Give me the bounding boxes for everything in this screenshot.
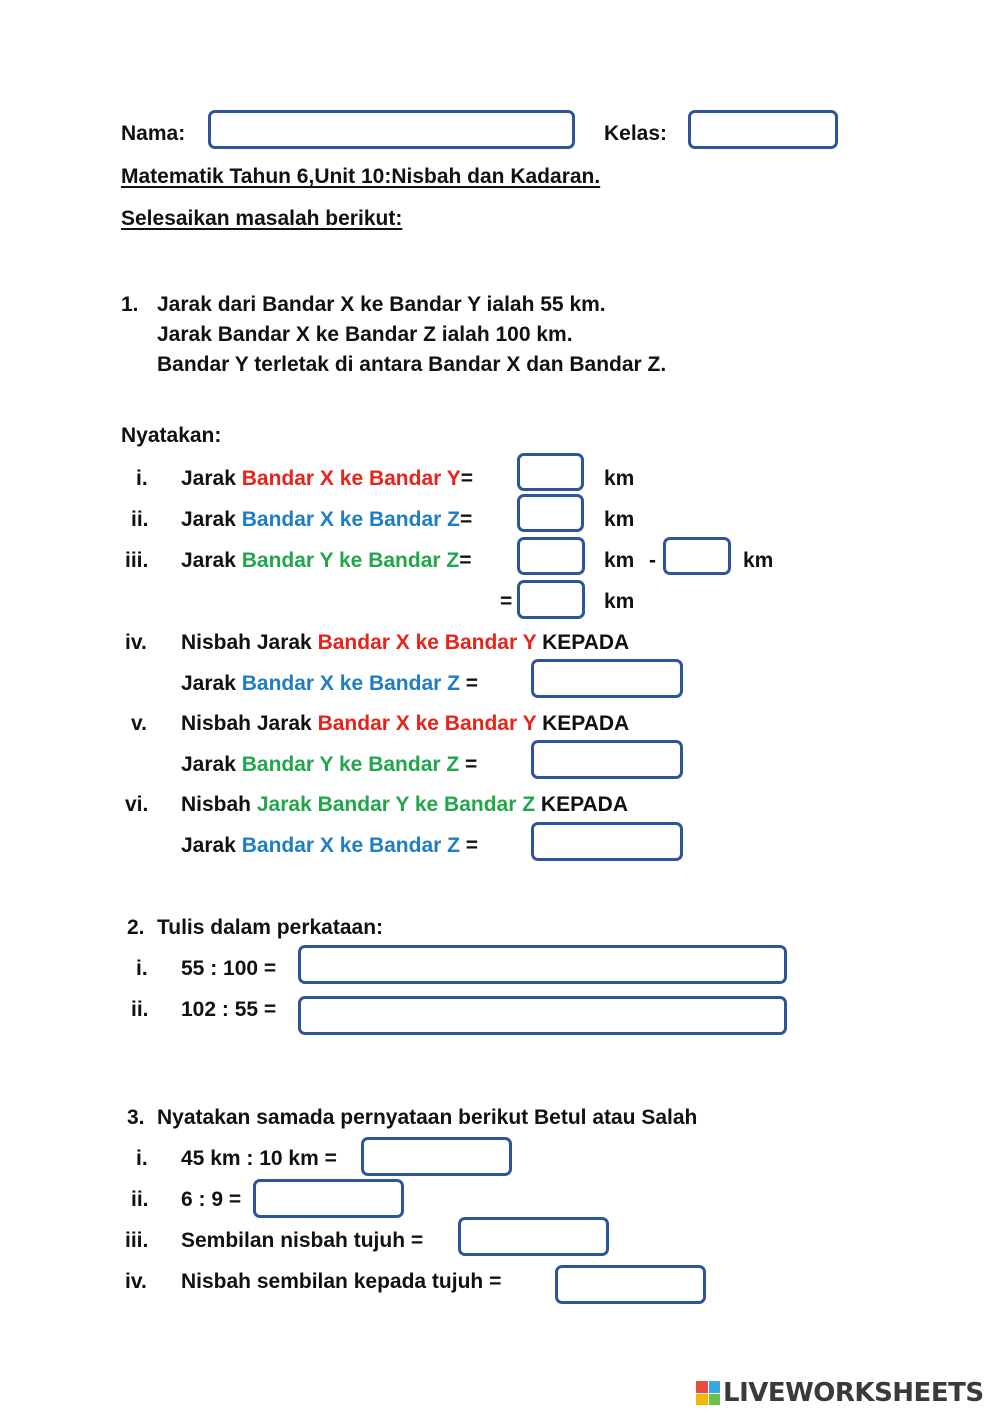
q3-number: 3. <box>127 1106 145 1129</box>
logo-square-3 <box>696 1394 708 1406</box>
q3-iv-answer-input[interactable] <box>555 1265 706 1304</box>
q2-i-answer-input[interactable] <box>298 945 787 984</box>
q1-iii-minus: - <box>649 549 656 572</box>
q1-ii-unit: km <box>604 508 635 531</box>
q1-roman-v: v. <box>131 712 147 735</box>
nyatakan-label: Nyatakan: <box>121 424 222 447</box>
q1-roman-ii: ii. <box>131 508 149 531</box>
q1-roman-i: i. <box>136 467 148 490</box>
q1-i-unit: km <box>604 467 635 490</box>
nama-label: Nama: <box>121 122 186 145</box>
kelas-input[interactable] <box>688 110 838 149</box>
q1-v-line-2: Jarak Bandar Y ke Bandar Z = <box>181 753 478 776</box>
logo-square-4 <box>709 1394 721 1406</box>
logo-square-2 <box>709 1381 721 1393</box>
q1-ii-answer-input[interactable] <box>517 494 584 532</box>
kelas-label: Kelas: <box>604 122 668 145</box>
q1-i-text: Jarak Bandar X ke Bandar Y= <box>181 467 474 490</box>
q1-iii-unit-2: km <box>743 549 774 572</box>
instruction: Selesaikan masalah berikut: <box>121 207 403 230</box>
q3-iv-text: Nisbah sembilan kepada tujuh = <box>181 1270 502 1293</box>
worksheet-title: Matematik Tahun 6,Unit 10:Nisbah dan Kadaran. <box>121 165 601 188</box>
q3-i-answer-input[interactable] <box>361 1137 512 1176</box>
q1-i-answer-input[interactable] <box>517 453 584 491</box>
q3-roman-iii: iii. <box>125 1229 149 1252</box>
q1-v-line-1: Nisbah Jarak Bandar X ke Bandar Y KEPADA <box>181 712 630 735</box>
q1-ii-text: Jarak Bandar X ke Bandar Z= <box>181 508 473 531</box>
liveworksheets-logo-icon <box>696 1381 720 1405</box>
q1-iv-line-2: Jarak Bandar X ke Bandar Z = <box>181 672 479 695</box>
q1-iv-line-1: Nisbah Jarak Bandar X ke Bandar Y KEPADA <box>181 631 630 654</box>
q1-iii-text: Jarak Bandar Y ke Bandar Z= <box>181 549 472 572</box>
liveworksheets-brand[interactable] <box>696 1376 984 1410</box>
q2-roman-ii: ii. <box>131 998 149 1021</box>
q3-roman-ii: ii. <box>131 1188 149 1211</box>
q1-roman-vi: vi. <box>125 793 149 816</box>
q1-iv-answer-input[interactable] <box>531 659 683 698</box>
q1-roman-iii: iii. <box>125 549 149 572</box>
q1-iii-result-input[interactable] <box>517 580 585 619</box>
q3-title: Nyatakan samada pernyataan berikut Betul atau Salah <box>157 1106 698 1129</box>
q1-v-answer-input[interactable] <box>531 740 683 779</box>
q3-iii-text: Sembilan nisbah tujuh = <box>181 1229 424 1252</box>
q1-iii-unit-1: km <box>604 549 635 572</box>
q1-vi-line-2: Jarak Bandar X ke Bandar Z = <box>181 834 479 857</box>
q3-iii-answer-input[interactable] <box>458 1217 609 1256</box>
q2-title: Tulis dalam perkataan: <box>157 916 384 939</box>
q3-roman-iv: iv. <box>125 1270 147 1293</box>
q3-ii-answer-input[interactable] <box>253 1179 404 1218</box>
q2-ii-text: 102 : 55 = <box>181 998 277 1021</box>
q2-i-text: 55 : 100 = <box>181 957 277 980</box>
q1-vi-line-1: Nisbah Jarak Bandar Y ke Bandar Z KEPADA <box>181 793 629 816</box>
logo-square-1 <box>696 1381 708 1393</box>
nama-input[interactable] <box>208 110 575 149</box>
q1-iii-second-input[interactable] <box>663 537 731 575</box>
brand-text: LIVEWORKSHEETS <box>723 1378 984 1408</box>
q1-line-3: Bandar Y terletak di antara Bandar X dan Bandar Z. <box>157 353 667 376</box>
q1-line-2: Jarak Bandar X ke Bandar Z ialah 100 km. <box>157 323 573 346</box>
q3-roman-i: i. <box>136 1147 148 1170</box>
q1-vi-answer-input[interactable] <box>531 822 683 861</box>
q1-iii-result-equals: = <box>500 590 513 613</box>
q1-iii-first-input[interactable] <box>517 537 585 575</box>
q3-ii-text: 6 : 9 = <box>181 1188 242 1211</box>
q1-roman-iv: iv. <box>125 631 147 654</box>
q1-line-1: Jarak dari Bandar X ke Bandar Y ialah 55 km. <box>157 293 606 316</box>
q3-i-text: 45 km : 10 km = <box>181 1147 337 1170</box>
q2-ii-answer-input[interactable] <box>298 996 787 1035</box>
q2-roman-i: i. <box>136 957 148 980</box>
q1-number: 1. <box>121 293 139 316</box>
q2-number: 2. <box>127 916 145 939</box>
q1-iii-result-unit: km <box>604 590 635 613</box>
